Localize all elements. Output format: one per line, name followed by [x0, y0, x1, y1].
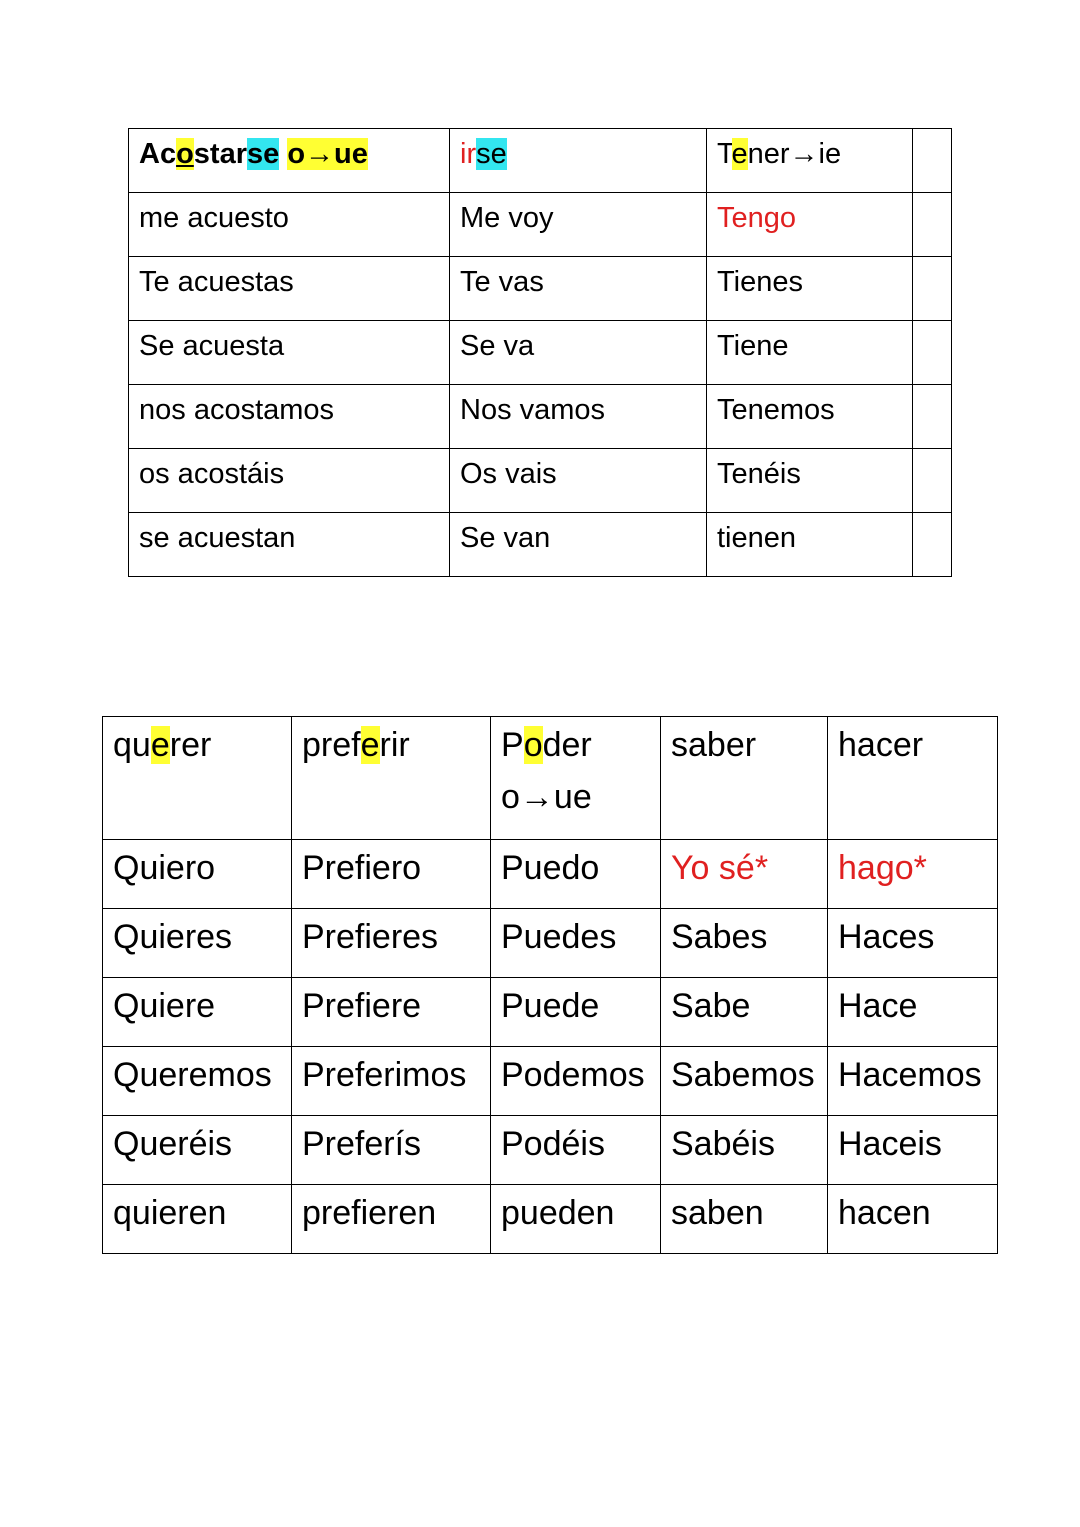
table-cell: Quiero — [103, 840, 292, 909]
table-cell: Podéis — [491, 1116, 661, 1185]
table-cell: Queréis — [103, 1116, 292, 1185]
table-row — [103, 1047, 998, 1116]
table-cell: Hacemos — [828, 1047, 998, 1116]
table-row — [129, 193, 952, 257]
table-cell: Yo sé* — [661, 840, 828, 909]
table-row — [103, 909, 998, 978]
header-saber: saber — [661, 717, 828, 840]
table-cell: Preferimos — [292, 1047, 491, 1116]
table-row — [129, 513, 952, 577]
table-row — [103, 978, 998, 1047]
table-row — [103, 1116, 998, 1185]
table-cell: quieren — [103, 1185, 292, 1254]
table-cell: Preferís — [292, 1116, 491, 1185]
table-cell: Sabemos — [661, 1047, 828, 1116]
table-cell: se acuestan — [129, 513, 450, 577]
table-cell: os acostáis — [129, 449, 450, 513]
header-preferir: preferir — [292, 717, 491, 840]
table-cell: Hace — [828, 978, 998, 1047]
header-hacer: hacer — [828, 717, 998, 840]
table-cell: saben — [661, 1185, 828, 1254]
table-cell: Me voy — [450, 193, 707, 257]
table-cell: Se acuesta — [129, 321, 450, 385]
table-cell: prefieren — [292, 1185, 491, 1254]
table-cell: Sabéis — [661, 1116, 828, 1185]
table-cell: me acuesto — [129, 193, 450, 257]
table-cell — [913, 193, 952, 257]
table-cell: Prefiere — [292, 978, 491, 1047]
table-cell — [913, 257, 952, 321]
table-cell: Tenéis — [707, 449, 913, 513]
table-cell: Sabe — [661, 978, 828, 1047]
table-cell: hago* — [828, 840, 998, 909]
table-row — [103, 1185, 998, 1254]
table-cell: Te vas — [450, 257, 707, 321]
table-cell: Tenemos — [707, 385, 913, 449]
table-header-row — [103, 717, 998, 840]
table-cell: nos acostamos — [129, 385, 450, 449]
table-cell: Haces — [828, 909, 998, 978]
table-cell: Quieres — [103, 909, 292, 978]
table-header-row — [129, 129, 952, 193]
table-cell — [913, 321, 952, 385]
table-cell: Tienes — [707, 257, 913, 321]
table-row — [103, 840, 998, 909]
table-cell: Se van — [450, 513, 707, 577]
table-cell — [913, 449, 952, 513]
header-acostarse: Acostarse o→ue — [129, 129, 450, 193]
table-cell — [913, 385, 952, 449]
table-cell: Puedo — [491, 840, 661, 909]
table-row — [129, 385, 952, 449]
table-acostarse-irse-tener — [128, 128, 952, 577]
table-row — [129, 257, 952, 321]
table-cell: Puede — [491, 978, 661, 1047]
table-cell: Te acuestas — [129, 257, 450, 321]
table-cell: hacen — [828, 1185, 998, 1254]
table-cell: Os vais — [450, 449, 707, 513]
table-cell: Tiene — [707, 321, 913, 385]
table-row — [129, 321, 952, 385]
table-cell: Se va — [450, 321, 707, 385]
header-querer: querer — [103, 717, 292, 840]
table-cell — [913, 513, 952, 577]
table-cell: Podemos — [491, 1047, 661, 1116]
header-tener: Tener→ie — [707, 129, 913, 193]
table-cell: Quiere — [103, 978, 292, 1047]
table-querer-preferir-poder-saber-hacer — [102, 716, 998, 1254]
table-cell: Prefieres — [292, 909, 491, 978]
table-cell: Nos vamos — [450, 385, 707, 449]
header-irse: irse — [450, 129, 707, 193]
table-cell: Tengo — [707, 193, 913, 257]
table-cell: pueden — [491, 1185, 661, 1254]
header-poder: Poder o→ue — [491, 717, 661, 840]
table-row — [129, 449, 952, 513]
table-cell: Queremos — [103, 1047, 292, 1116]
table-cell: tienen — [707, 513, 913, 577]
header-empty — [913, 129, 952, 193]
table-cell: Puedes — [491, 909, 661, 978]
table-cell: Haceis — [828, 1116, 998, 1185]
table-cell: Prefiero — [292, 840, 491, 909]
table-cell: Sabes — [661, 909, 828, 978]
